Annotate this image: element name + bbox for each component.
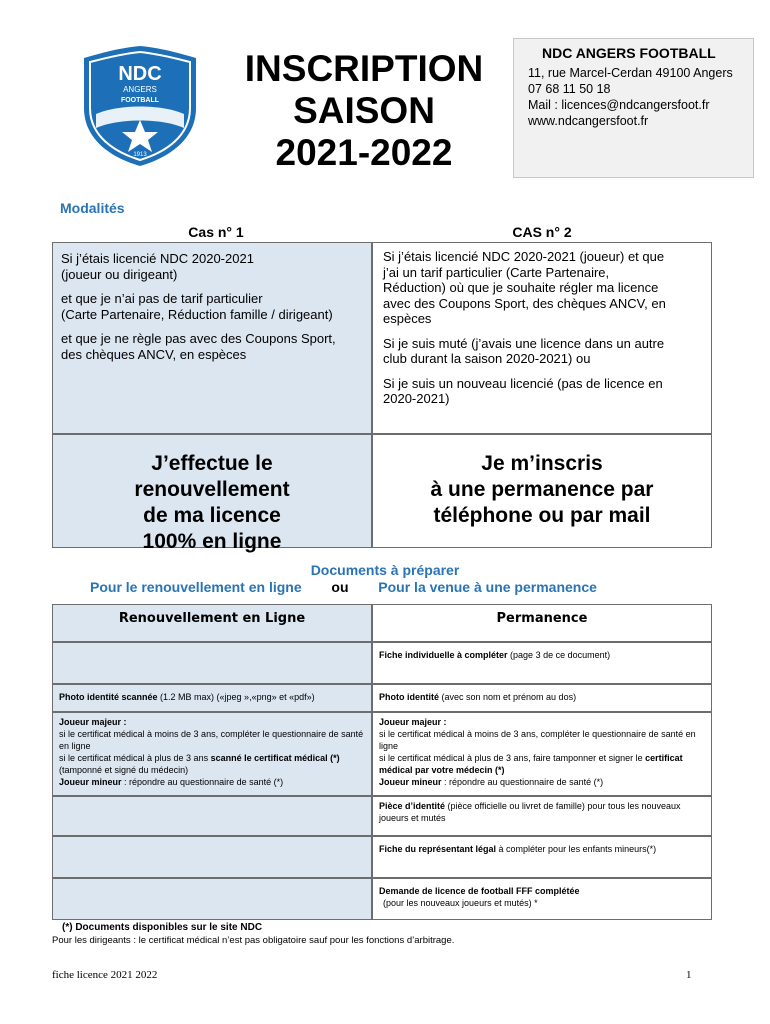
title-line: INSCRIPTION [244,48,484,89]
empty-cell [52,878,372,920]
doc-photo-scannee: Photo identité scannée (1.2 MB max) («jpeg »,«png» et «pdf») [52,684,372,712]
cas2-paragraph: Si je suis un nouveau licencié (pas de licence en 2020-2021) [383,375,663,406]
logo-year: 1913 [133,152,147,158]
title-line: SAISON [293,90,435,131]
documents-heading: Documents à préparer [310,562,460,578]
sub-left: Pour le renouvellement en ligne [90,579,302,595]
club-website: www.ndcangersfoot.fr [528,114,649,128]
cas1-paragraph: et que je ne règle pas avec des Coupons Sport, des chèques ANCV, en espèces [61,331,336,362]
documents-table [52,604,712,924]
documents-subheading [90,579,597,595]
footnote-dirigeants: Pour les dirigeants : le certificat médical n’est pas obligatoire sauf pour les fonctions d’arbitrage. [52,935,455,946]
footnote-documents: (*) Documents disponibles sur le site NDC [62,922,263,933]
cas2-paragraph: Si je suis muté (j’avais une licence dans un autre club durant la saison 2020-2021) ou [383,335,665,366]
doc-photo-identite: Photo identité (avec son nom et prénom au dos) [372,684,712,712]
cas1-heading: Cas n° 1 [188,224,244,240]
doc-certificat-online: Joueur majeur : si le certificat médical à moins de 3 ans, compléter le questionnaire de santé en ligne si le certificat médical à plus de 3 ans scanné le certificat médical (*)(tamponné et signé du médecin) Joueur mineur : répondre au questionnaire de santé (*) [52,712,372,796]
doc-piece-identite: Pièce d’identité (pièce officielle ou livret de famille) pour tous les nouveaux joueurs et mutés [372,796,712,836]
col-header-online: Renouvellement en Ligne [52,604,372,642]
cas1-action: J’effectue le renouvellement de ma licence 100% en ligne [134,452,290,553]
title-line: 2021-2022 [275,132,453,173]
club-address: 11, rue Marcel-Cerdan 49100 Angers [528,66,733,80]
cas1-action-cell [52,434,372,553]
club-name: NDC ANGERS FOOTBALL [542,45,716,61]
club-phone: 07 68 11 50 18 [528,82,611,96]
sub-or: ou [331,579,349,595]
sub-right: Pour la venue à une permanence [378,579,597,595]
col-header-permanence: Permanence [372,604,712,642]
cas2-heading: CAS n° 2 [512,224,572,240]
club-logo [78,44,202,168]
cas2-action: Je m’inscris à une permanence par téléphone ou par mail [430,452,654,527]
logo-sub2: FOOTBALL [120,97,160,104]
cas1-conditions [52,242,372,434]
page-number: 1 [686,969,692,981]
club-contact-box [513,38,754,178]
empty-cell [52,642,372,684]
modalites-heading: Modalités [60,200,125,216]
empty-cell [52,836,372,878]
page-title [228,48,500,174]
doc-certificat-permanence: Joueur majeur : si le certificat médical à moins de 3 ans, compléter le questionnaire de santé en ligne si le certificat médical à plus de 3 ans, faire tamponner et signer le certificat médical par votre médecin (*) Joueur mineur : répondre au questionnaire de santé (*) [372,712,712,796]
footer-doc-name: fiche licence 2021 2022 [52,969,158,981]
doc-demande-licence: Demande de licence de football FFF complétée (pour les nouveaux joueurs et mutés) * [372,878,712,920]
cas1-paragraph: Si j’étais licencié NDC 2020-2021 (joueur ou dirigeant) [61,251,254,282]
club-mail: Mail : licences@ndcangersfoot.fr [528,98,710,112]
empty-cell [52,796,372,836]
logo-sub1: ANGERS [123,85,157,94]
doc-representant-legal: Fiche du représentant légal à compléter pour les enfants mineurs(*) [372,836,712,878]
doc-fiche-individuelle: Fiche individuelle à compléter (page 3 de ce document) [372,642,712,684]
cas2-conditions [372,242,712,434]
cas1-paragraph: et que je n’ai pas de tarif particulier (Carte Partenaire, Réduction famille / dirigeant) [61,291,333,322]
logo-text: NDC [118,63,162,85]
cas2-action-cell [372,434,712,548]
cas2-paragraph: Si j’étais licencié NDC 2020-2021 (joueur) et que j’ai un tarif particulier (Carte Partenaire, Réduction) où que je souhaite régler ma licence avec des Coupons Sport, des chèques ANCV, en espèces [383,249,666,326]
cases-table [52,242,712,553]
